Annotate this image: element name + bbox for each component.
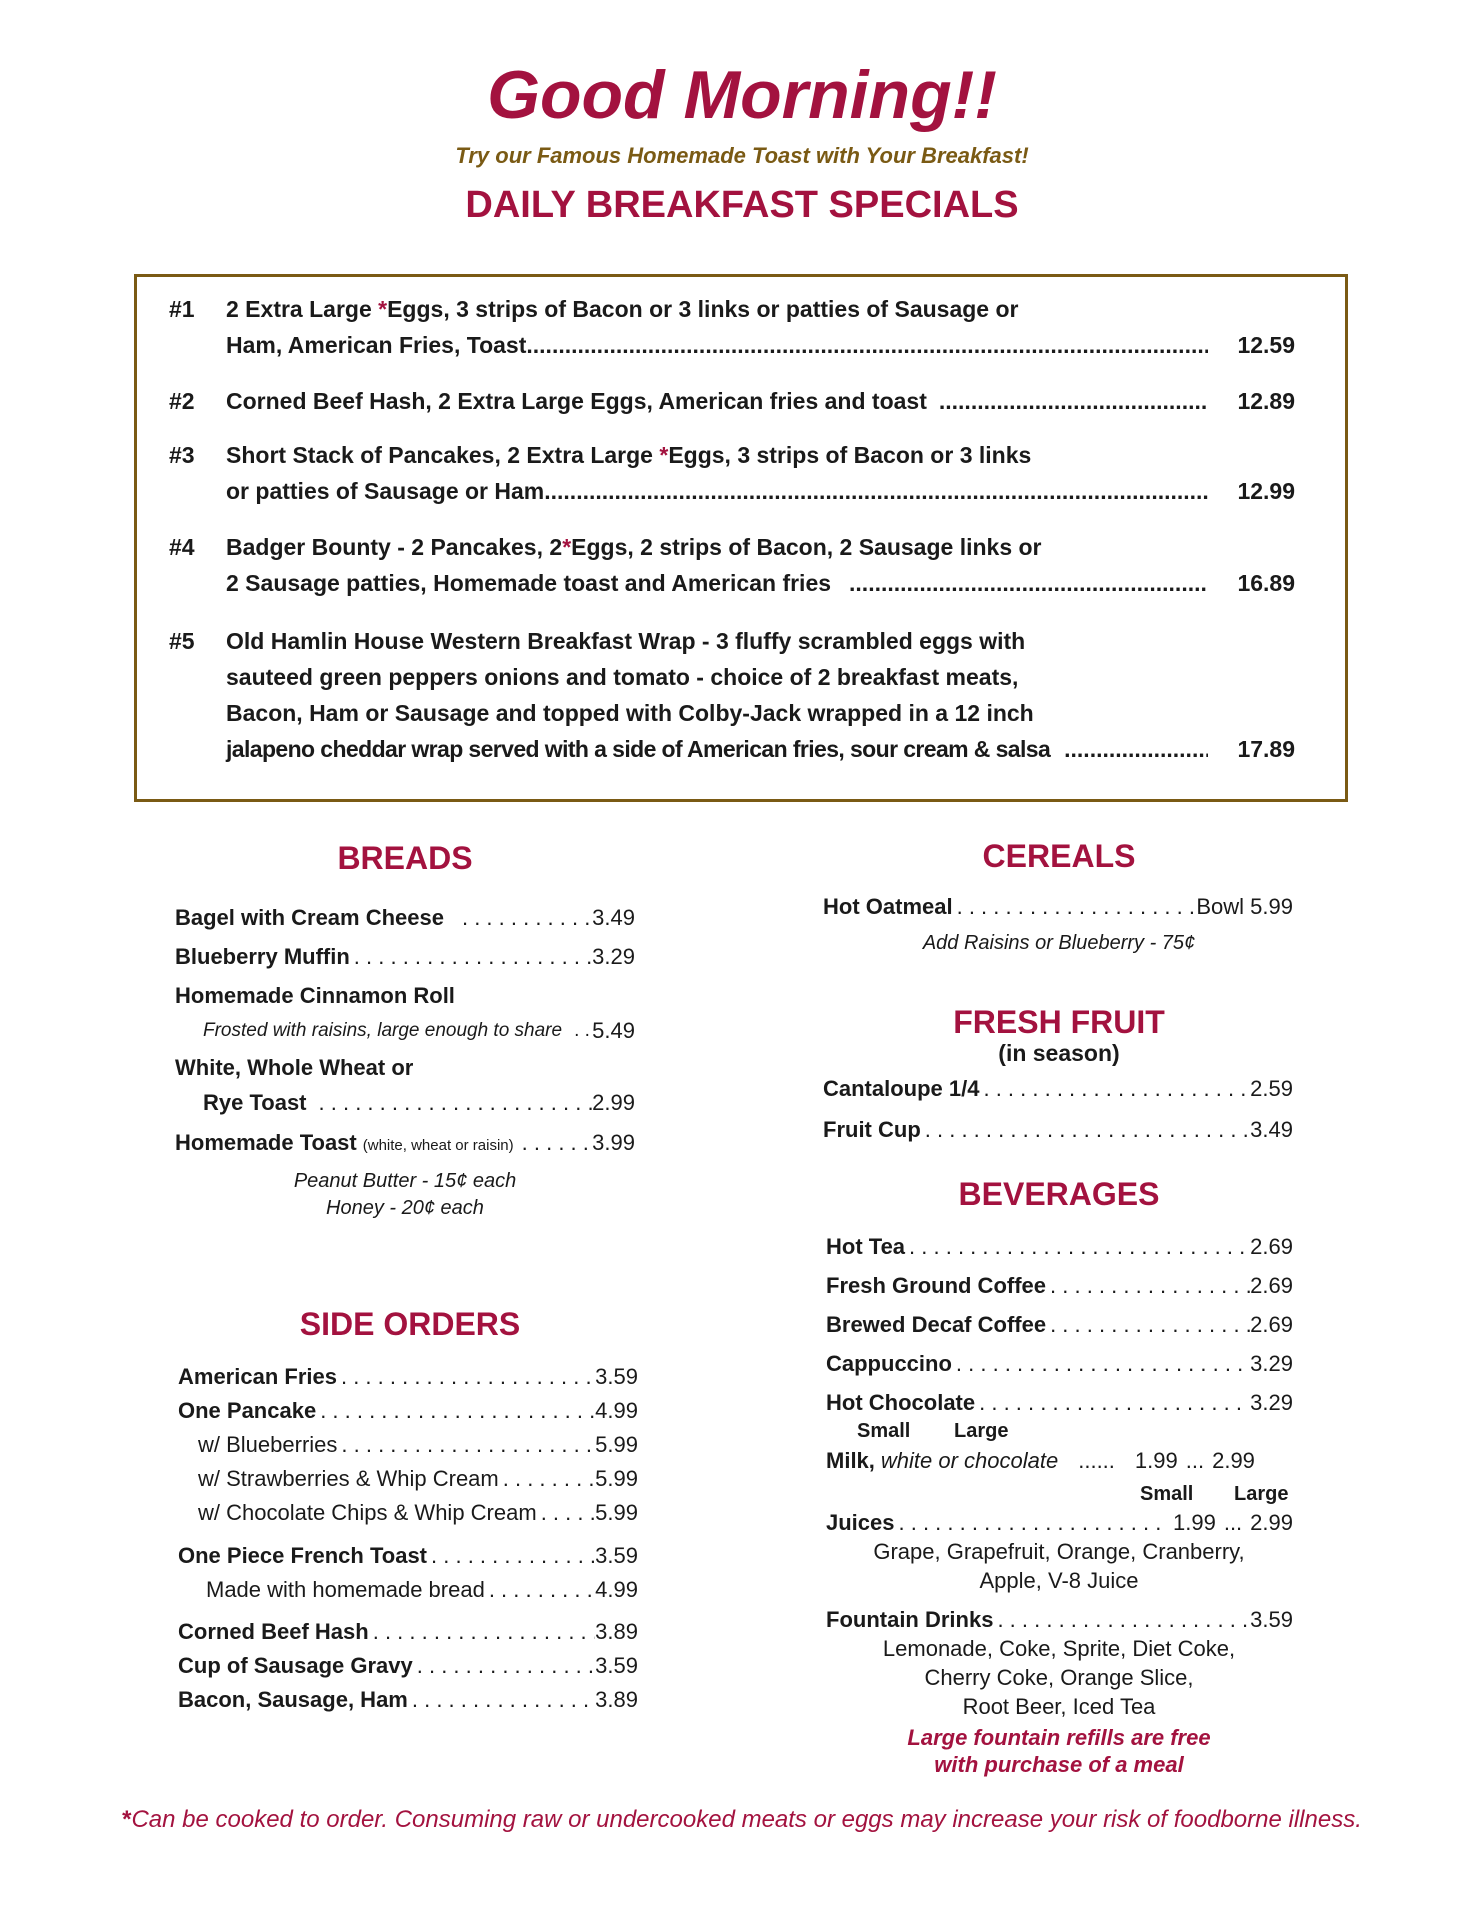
menu-item: Corned Beef Hash . . . 3.89 bbox=[178, 1617, 638, 1647]
special-text: Eggs, 3 strips of Bacon or 3 links bbox=[668, 442, 1032, 468]
specials-box bbox=[134, 274, 1348, 802]
menu-item: Fountain Drinks . . . 3.59 bbox=[826, 1605, 1293, 1635]
special-text: 2 Extra Large bbox=[226, 296, 379, 322]
menu-item: w/ Blueberries . . . 5.99 bbox=[198, 1430, 638, 1460]
special-text: Eggs, 3 strips of Bacon or 3 links or patties of Sausage or bbox=[387, 296, 1019, 322]
dot-leader bbox=[544, 473, 1208, 509]
tagline: Try our Famous Homemade Toast with Your Breakfast! bbox=[455, 143, 1029, 168]
refill-note: Large fountain refills are free with purchase of a meal bbox=[907, 1725, 1211, 1777]
fresh-fruit-heading: FRESH FRUIT bbox=[953, 1004, 1165, 1040]
menu-item: Fresh Ground Coffee . . . 2.69 bbox=[826, 1271, 1293, 1301]
special-number: #4 bbox=[169, 534, 195, 560]
dot-leader bbox=[849, 565, 1208, 601]
menu-item: Hot Tea . . . 2.69 bbox=[826, 1232, 1293, 1262]
special-text: Eggs, 2 strips of Bacon, 2 Sausage links or bbox=[571, 534, 1042, 560]
special-number: #1 bbox=[169, 296, 195, 322]
special-1 bbox=[169, 291, 1319, 363]
special-text: Badger Bounty - 2 Pancakes, 2 bbox=[226, 534, 563, 560]
special-price: 12.89 bbox=[1237, 388, 1295, 414]
size-label-large: Large bbox=[1234, 1483, 1289, 1505]
menu-item: One Piece French Toast . . . 3.59 bbox=[178, 1541, 638, 1571]
special-text: Ham, American Fries, Toast bbox=[226, 332, 527, 358]
side-orders-heading: SIDE ORDERS bbox=[299, 1306, 521, 1342]
cereals-note: Add Raisins or Blueberry - 75¢ bbox=[922, 932, 1196, 954]
fountain-flavors: Root Beer, Iced Tea bbox=[962, 1694, 1156, 1719]
menu-item: Bagel with Cream Cheese . . . 3.49 bbox=[175, 903, 635, 933]
juice-flavors: Grape, Grapefruit, Orange, Cranberry, bbox=[873, 1539, 1245, 1564]
special-price: 12.59 bbox=[1237, 332, 1295, 358]
fountain-flavors: Lemonade, Coke, Sprite, Diet Coke, bbox=[882, 1636, 1236, 1661]
asterisk: * bbox=[122, 1806, 132, 1833]
menu-item: Cantaloupe 1/4 . . . 2.59 bbox=[823, 1074, 1293, 1104]
asterisk: * bbox=[378, 296, 388, 322]
menu-item: Homemade Toast (white, wheat or raisin) . . . 3.99 bbox=[175, 1128, 635, 1161]
dot-leader bbox=[939, 383, 1208, 419]
menu-item: w/ Chocolate Chips & Whip Cream . . . 5.99 bbox=[198, 1498, 638, 1528]
asterisk: * bbox=[659, 442, 669, 468]
size-label-small: Small bbox=[857, 1420, 911, 1442]
menu-item: Rye Toast . . . 2.99 bbox=[203, 1088, 635, 1118]
special-price: 17.89 bbox=[1237, 736, 1295, 762]
special-number: #5 bbox=[169, 628, 195, 654]
juice-flavors: Apple, V-8 Juice bbox=[979, 1568, 1139, 1593]
special-number: #2 bbox=[169, 388, 195, 414]
breads-note: Honey - 20¢ each bbox=[326, 1197, 484, 1219]
special-text: sauteed green peppers onions and tomato - choice of 2 breakfast meats, bbox=[226, 664, 1019, 690]
menu-item: One Pancake . . . 4.99 bbox=[178, 1396, 638, 1426]
menu-item: Fruit Cup . . . 3.49 bbox=[823, 1115, 1293, 1145]
menu-item: Cappuccino . . . 3.29 bbox=[826, 1349, 1293, 1379]
special-text: Corned Beef Hash, 2 Extra Large Eggs, American fries and toast bbox=[226, 388, 927, 414]
menu-item: Brewed Decaf Coffee . . . 2.69 bbox=[826, 1310, 1293, 1340]
menu-item: Hot Oatmeal . . . Bowl 5.99 bbox=[823, 892, 1293, 922]
special-text: Bacon, Ham or Sausage and topped with Colby-Jack wrapped in a 12 inch bbox=[226, 700, 1034, 726]
special-5 bbox=[169, 623, 1319, 767]
specials-heading: DAILY BREAKFAST SPECIALS bbox=[465, 184, 1019, 226]
beverages-heading: BEVERAGES bbox=[958, 1176, 1160, 1212]
fresh-fruit-subheading: (in season) bbox=[998, 1040, 1120, 1066]
page-title: Good Morning!! bbox=[487, 57, 997, 133]
size-label-large: Large bbox=[954, 1420, 1009, 1442]
fountain-flavors: Cherry Coke, Orange Slice, bbox=[924, 1665, 1194, 1690]
menu-item: Hot Chocolate . . . 3.29 bbox=[826, 1388, 1293, 1418]
juices-item: Juices . . . 1.99 ... 2.99 bbox=[826, 1508, 1293, 1538]
special-text: or patties of Sausage or Ham bbox=[226, 478, 545, 504]
special-text: Short Stack of Pancakes, 2 Extra Large bbox=[226, 442, 660, 468]
dot-leader bbox=[526, 327, 1208, 363]
special-4 bbox=[169, 529, 1319, 601]
asterisk: * bbox=[562, 534, 572, 560]
special-number: #3 bbox=[169, 442, 195, 468]
special-text: Old Hamlin House Western Breakfast Wrap - 3 fluffy scrambled eggs with bbox=[226, 628, 1026, 654]
menu-item: American Fries . . . 3.59 bbox=[178, 1362, 638, 1392]
menu-item-detail: Frosted with raisins, large enough to share . . . 5.49 bbox=[203, 1016, 635, 1046]
menu-item: Bacon, Sausage, Ham . . . 3.89 bbox=[178, 1685, 638, 1715]
menu-item: Homemade Cinnamon Roll bbox=[175, 983, 455, 1008]
menu-item: Blueberry Muffin . . . 3.29 bbox=[175, 942, 635, 972]
special-3 bbox=[169, 437, 1319, 509]
breads-heading: BREADS bbox=[337, 840, 473, 876]
special-text: 2 Sausage patties, Homemade toast and American fries bbox=[226, 570, 832, 596]
special-price: 12.99 bbox=[1237, 478, 1295, 504]
dot-leader bbox=[1064, 731, 1208, 767]
special-text: jalapeno cheddar wrap served with a side of American fries, sour cream & salsa bbox=[226, 736, 1051, 762]
size-label-small: Small bbox=[1140, 1483, 1194, 1505]
menu-item: Made with homemade bread . . . 4.99 bbox=[206, 1575, 638, 1605]
disclaimer: *Can be cooked to order. Consuming raw or undercooked meats or eggs may increase your risk of foodborne illness. bbox=[122, 1806, 1362, 1833]
cereals-heading: CEREALS bbox=[982, 838, 1136, 874]
menu-item: White, Whole Wheat or bbox=[175, 1055, 414, 1080]
menu-item: w/ Strawberries & Whip Cream . . . 5.99 bbox=[198, 1464, 638, 1494]
menu-item: Cup of Sausage Gravy . . . 3.59 bbox=[178, 1651, 638, 1681]
breads-note: Peanut Butter - 15¢ each bbox=[293, 1170, 517, 1192]
milk-item: Milk, white or chocolate ...... 1.99 ... 2.99 bbox=[826, 1448, 1255, 1473]
special-2 bbox=[169, 383, 1319, 419]
special-price: 16.89 bbox=[1237, 570, 1295, 596]
